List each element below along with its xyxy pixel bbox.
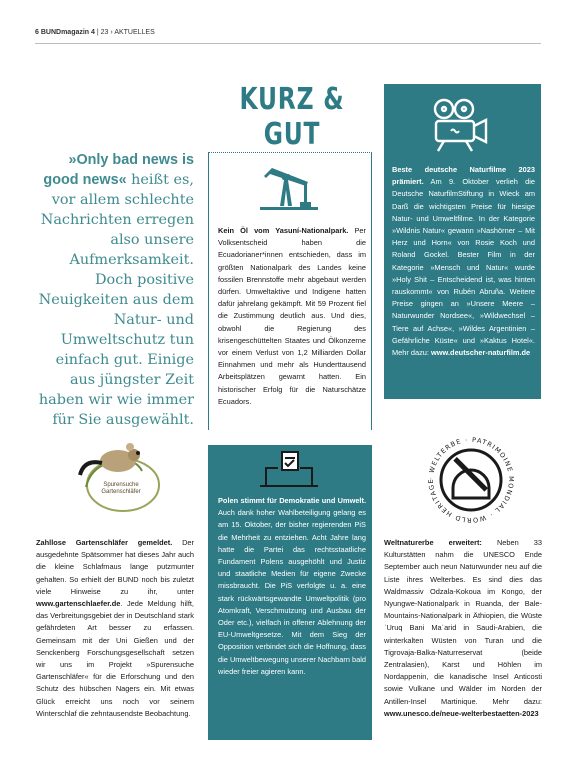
naturfilme-body: Am 9. Oktober verlieh die Deutsche NaturfilmStiftung in Wieck am Darß die wichtigsten Preise für hiesige Natur- und Umweltfilme. In der Kategorie »Wildnis Natur« gewann »Nashörner – Mit Herz und Horn« von Rosie Koch und Roland Gockel. Bester Film in der Kategorie »Mensch und Natur« wurde »Holy Shit – Entscheidend ist, was hinten rauskommt« von Rubén Abruña. Weitere Preise gingen an »Unsere Meere – Naturwunder Nordsee«, »Wildwechsel – Tiere auf Achse«, »Wildes Argentinien – Gefährliche Küste« und »Kaktus Hotel«. Mehr dazu: [392,177,535,358]
spurensuche-logo-text [86,482,156,496]
page-title: KURZ & GUT [239,82,345,152]
section-name: AKTUELLES [114,29,155,36]
yasuni-body: Per Volksentscheid haben die Ecuadorianer*innen entschieden, dass im größten Nationalpark des Landes keine fossilen Brennstoffe mehr abgebaut werden dürfen. Umweltaktive und Indigene hatten dafür jahrelang gekämpft. Mit 59 Prozent fiel die Zustimmung deutlich aus. Und dies, obwohl die Regierung des krisengeschüttelten Staates und Ölkonzerne vor einem Verlust von 1,2 Milliarden Dollar Einnahmen und mehr als Hunderttausend Arbeitsplätzen gewarnt hatten. Ein historischer Erfolg für die Naturschätze Ecuadors. [218,226,366,406]
intro-body: heißt es, vor allem schlechte Nachrichten erregen also unsere Aufmerksamkeit. Doch positive Neuigkeiten aus dem Natur- und Umweltschutz tun einfach gut. Einige aus jüngster Zeit haben wir wie immer für Sie ausgewählt. [38,172,194,428]
polen-body: Auch dank hoher Wahlbeteiligung gelang es am 15. Oktober, der bisher regierenden PiS die Mehrheit zu entziehen. Acht Jahre lang hatte die Partei das rechtsstaatliche Fundament Polens ausgehöhlt und Justiz und staatliche Medien für eigene Zwecke missbraucht. Die PiS verfolgte u. a. eine stark rückwärtsgewandte Umweltpolitik (pro Atomkraft, Verschmutzung und Ausbau der Oder etc.), vielfach in offener Ablehnung der EU-Umweltgesetze. Mit dem Sieg der Opposition verbindet sich die Hoffnung, dass die Umweltbewegung unserer Nachbarn bald wieder freier agieren kann. [218,508,366,676]
polen-article [218,495,366,678]
welterbe-article [384,537,542,720]
gartenschlaefer-body-2: . Jede Meldung hilft, das Verbreitungsgebiet der in Deutschland stark gefährdeten Art besser zu erfassen. Gemeinsam mit der Uni Gießen und der Senckenberg Forschungsgesellschaft setzen wir uns im Projekt »Spurensuche Gartenschläfer« für die Erforschung und den Schutz des hübschen Nagers ein. Mit etwas Glück erreicht uns noch vor seinem Winterschlaf die zehntausendste Beobachtung. [36,599,194,718]
welterbe-link[interactable]: www.unesco.de/neue-welterbestaetten-2023 [384,708,539,718]
page-number: 6 [35,29,39,36]
welterbe-body: Neben 33 Kulturstätten nahm die UNESCO Ende September auch neun Naturwunder neu auf die Liste ihres Welterbes. Es sind dies das Waldmassiv Odzala-Kokoua im Kongo, der Nyungwe-Nationalpark in Ruanda, der Bale-Mountains-Nationalpark in Äthiopien, die Wüste ʿUruq Bani Maʿarid in Saudi-Arabien, die winterkalten Wüsten von Turan und die Tigrovaja-Balka-Naturreservat (beide Zentralasien), Karst und Höhlen im Nordappenin, die kanadische Insel Anticosti sowie Vulkane und Wälder im Norden der Antillen-Insel Martinique. Mehr dazu: [384,538,542,706]
naturfilme-link[interactable]: www.deutscher-naturfilm.de [431,348,531,358]
naturfilme-headline: Beste deutsche Naturfilme 2023 prämiert. [392,165,535,187]
gartenschlaefer-link[interactable]: www.gartenschlaefer.de [36,599,121,609]
ballot-box-icon [256,448,324,490]
intro-text [36,150,194,430]
page-header [35,29,155,36]
breadcrumb-separator: › [110,29,113,36]
world-heritage-emblem [421,430,521,530]
intro-highlight: »Only bad news is good news« [43,152,194,188]
yasuni-headline: Kein Öl vom Yasuní-Nationalpark. [218,226,349,235]
header-divider [35,43,541,44]
film-camera-icon [426,95,498,153]
gartenschlaefer-headline: Zahllose Gartenschläfer gemeldet. [36,538,173,547]
spurensuche-line-1: Spurensuche [103,482,139,488]
gartenschlaefer-body-1: Der ausgedehnte Spätsommer hat dieses Jahr auch die kleine Schlafmaus lange putzmunter gehalten. So erhielt der BUND noch bis zuletzt viele Hinweise zu ihr, unter [36,538,194,596]
naturfilme-article [392,164,535,359]
polen-headline: Polen stimmt für Demokratie und Umwelt. [218,496,366,505]
magazine-year: | 23 [96,29,109,36]
spurensuche-line-2: Gartenschläfer [101,489,141,495]
yasuni-article [218,225,366,408]
welterbe-headline: Weltnaturerbe erweitert: [384,538,482,547]
oil-pump-icon [258,160,320,212]
whc-ring-text: · WELTERBE · PATRIMOINE MONDIAL · WORLD HERITAGE [426,435,516,525]
gartenschlaefer-article [36,537,194,720]
magazine-name: BUNDmagazin 4 [40,29,95,36]
dormouse-logo [68,425,178,525]
